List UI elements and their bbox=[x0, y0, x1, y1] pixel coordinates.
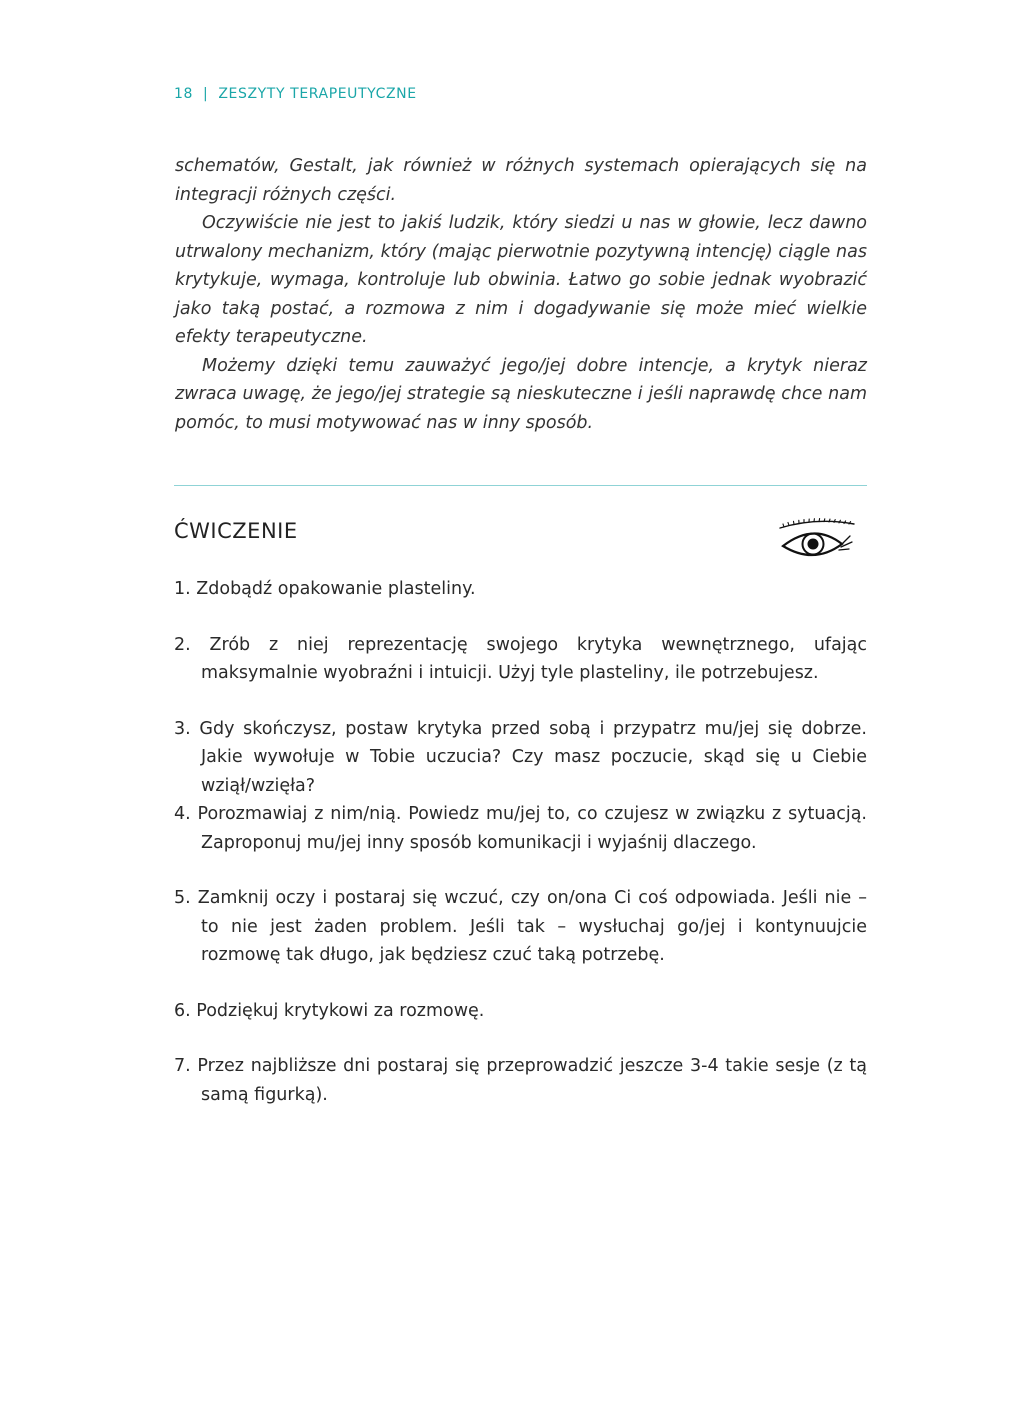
intro-paragraph: schematów, Gestalt, jak również w różnych systemach opierających się na integracji różnych części. bbox=[175, 156, 867, 205]
intro-paragraph: Oczywiście nie jest to jakiś ludzik, który siedzi u nas w głowie, lecz dawno utrwalony mechanizm, który (mając pierwotnie pozytywną intencję) ciągle nas krytykuje, wymaga, kontroluje lub obwinia. Łatwo go sobie jednak wyobrazić jako taką postać, a rozmowa z nim i dogadywanie się może mieć wielkie efekty terapeutyczne. bbox=[175, 213, 867, 347]
intro-text bbox=[175, 152, 867, 437]
step-item: 6. Podziękuj krytykowi za rozmowę. bbox=[174, 1000, 485, 1021]
page-number: 18 bbox=[174, 86, 194, 102]
exercise-steps bbox=[174, 575, 867, 1109]
eye-icon bbox=[776, 515, 860, 563]
step-item: 7. Przez najbliższe dni postaraj się przeprowadzić jeszcze 3-4 takie sesje (z tą samą figurką). bbox=[174, 1056, 867, 1105]
header-separator: | bbox=[203, 86, 209, 102]
running-header bbox=[174, 86, 417, 102]
step-item: 4. Porozmawiaj z nim/nią. Powiedz mu/jej to, co czujesz w związku z sytuacją. Zaproponuj mu/jej inny sposób komunikacji i wyjaśnij dlaczego. bbox=[174, 804, 867, 853]
step-item: 3. Gdy skończysz, postaw krytyka przed sobą i przypatrz mu/jej się dobrze. Jakie wywołuje w Tobie uczucia? Czy masz poczucie, skąd się u Ciebie wziął/wzięła? bbox=[174, 718, 867, 796]
step-item: 5. Zamknij oczy i postaraj się wczuć, czy on/ona Ci coś odpowiada. Jeśli nie – to nie jest żaden problem. Jeśli tak – wysłuchaj go/jej i kontynuujcie rozmowę tak długo, jak będziesz czuć taką potrzebę. bbox=[174, 888, 867, 965]
step-item: 1. Zdobądź opakowanie plasteliny. bbox=[174, 579, 476, 599]
section-divider bbox=[174, 485, 867, 486]
intro-paragraph: Możemy dzięki temu zauważyć jego/jej dobre intencje, a krytyk nieraz zwraca uwagę, że jego/jej strategie są nieskuteczne i jeśli naprawdę chce nam pomóc, to musi motywować nas w inny sposób. bbox=[175, 355, 867, 433]
series-title: ZESZYTY TERAPEUTYCZNE bbox=[218, 86, 417, 102]
exercise-title: ĆWICZENIE bbox=[174, 519, 298, 543]
step-item: 2. Zrób z niej reprezentację swojego krytyka wewnętrznego, ufając maksymalnie wyobraźni i intuicji. Użyj tyle plasteliny, ile potrzebujesz. bbox=[174, 634, 867, 683]
